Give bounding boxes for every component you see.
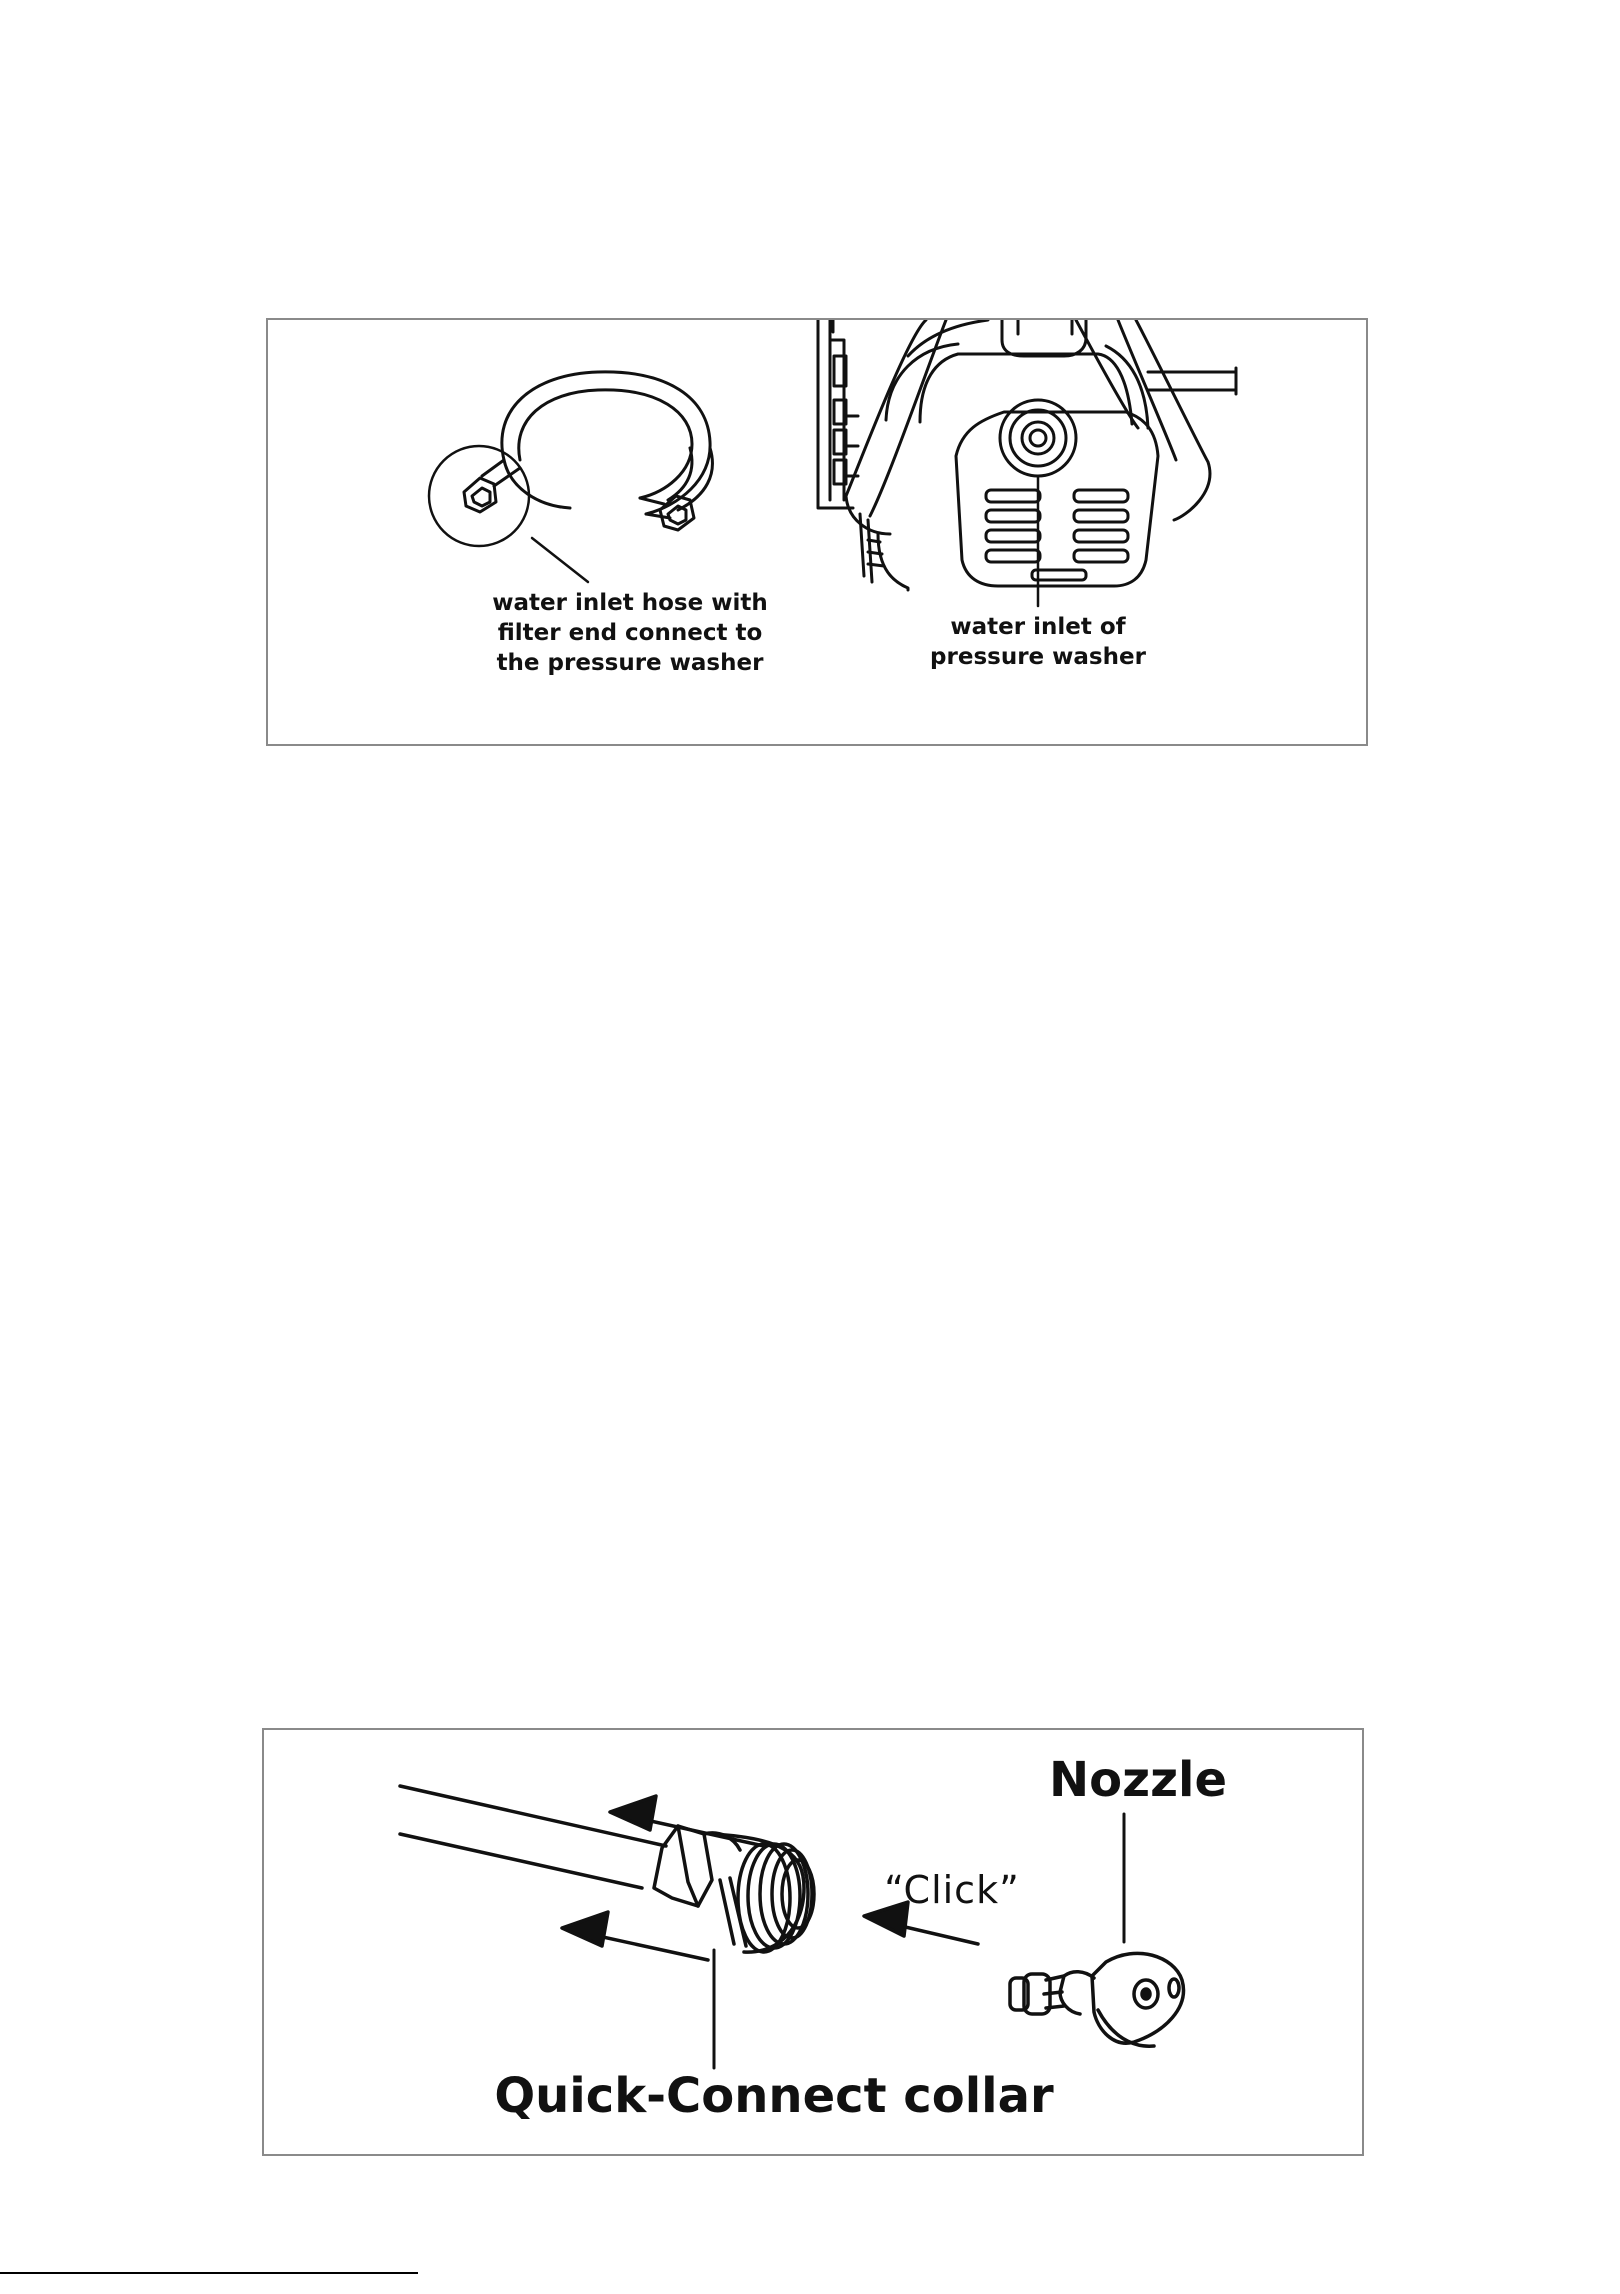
water-inlet-hose-drawing [429,372,712,582]
pressure-washer-drawing [818,320,1236,606]
quick-connect-collar-label: Quick-Connect collar [494,2068,1054,2124]
hose-label: water inlet hose with filter end connect to the pressure washer [492,590,768,676]
inlet-label: water inlet of pressure washer [930,614,1146,670]
nozzle-connection-figure [262,1728,1364,2156]
nozzle-drawing [1010,1814,1183,2046]
hose-connection-illustration [268,320,1370,748]
click-label: “Click” [884,1868,1020,1912]
nozzle-label: Nozzle [1048,1752,1228,1808]
footnote-rule [0,2272,418,2274]
hose-connection-figure [266,318,1368,746]
